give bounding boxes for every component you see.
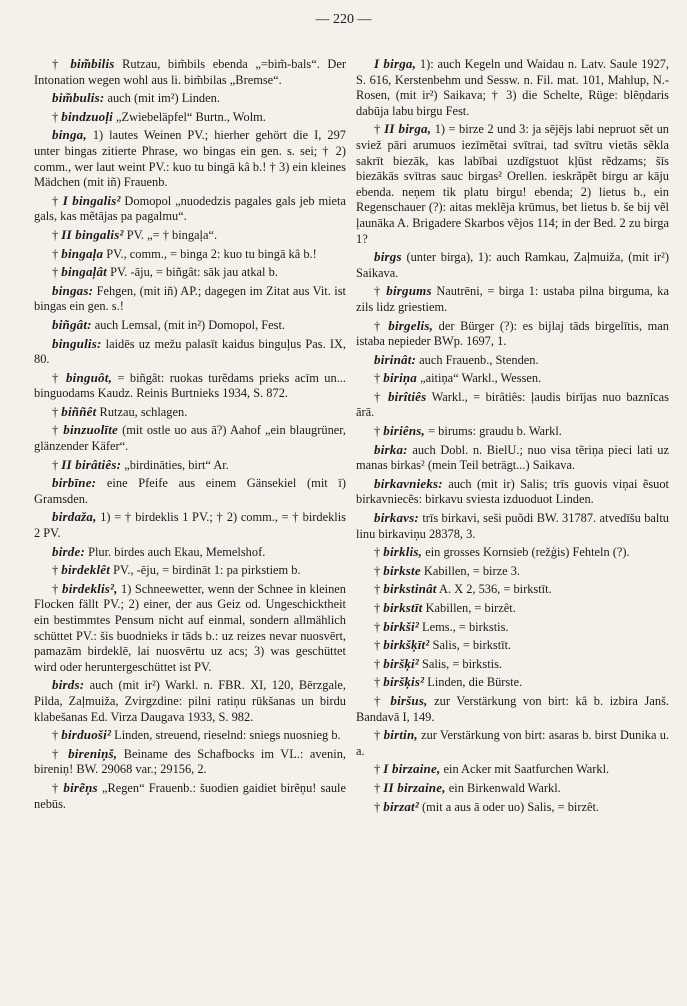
entry-definition: trīs birkavi, seši puõdi BW. 31787. atvedīšu baltu linu birkaviņu 28378, 3. <box>356 511 669 541</box>
dictionary-entry <box>34 90 346 107</box>
entry-headword: birzat² <box>383 798 419 814</box>
entry-headword: birdeklis², <box>62 580 118 596</box>
dictionary-entry <box>356 693 669 725</box>
dagger-mark: † <box>52 423 64 438</box>
entry-headword: birtin, <box>383 727 418 743</box>
dictionary-entry <box>356 544 669 561</box>
entry-headword: birde: <box>52 543 85 559</box>
dictionary-entry <box>34 283 346 315</box>
dictionary-entry <box>34 727 346 744</box>
dagger-mark: † <box>374 563 384 578</box>
dictionary-entry <box>356 761 669 778</box>
entry-definition: „Zwiebeläpfel“ Burtn., Wolm. <box>112 109 266 124</box>
entry-definition: „birdināties, birt“ Ar. <box>121 457 229 472</box>
entry-headword: birkšķīt² <box>383 637 430 653</box>
dagger-mark: † <box>374 675 384 690</box>
dictionary-entry <box>34 336 346 368</box>
entry-headword: biršķis² <box>383 674 425 690</box>
entry-definition: Domopol „nuodedzis pagales gals jeb mieta gals, kas mẽtājas pa pagalmu“. <box>34 193 346 224</box>
dagger-mark: † <box>374 371 384 386</box>
dictionary-entry <box>356 619 669 636</box>
dagger-mark: † <box>374 638 384 653</box>
entry-definition: auch Frauenb., Stenden. <box>416 352 539 367</box>
dictionary-entry <box>34 509 346 541</box>
dictionary-entry <box>34 475 346 507</box>
dagger-mark: † <box>374 318 389 333</box>
entry-headword: binga, <box>52 127 87 143</box>
entry-headword: binguôt, <box>65 369 113 385</box>
dagger-mark: † <box>374 601 384 615</box>
entry-headword: birinât: <box>374 351 417 367</box>
entry-definition: Rutzau, schlagen. <box>96 404 188 419</box>
dagger-mark: † <box>374 762 384 777</box>
entry-definition: PV. „= † bingaļa“. <box>123 227 218 242</box>
entry-definition: „aitiņa“ Warkl., Wessen. <box>417 371 542 386</box>
entry-definition: auch Lemsal, (mit in²) Domopol, Fest. <box>91 317 286 332</box>
entry-definition: 1) Schneewetter, wenn der Schnee in kleinen Flocken fällt PV.; 2) einer, der aus Geiz od. Ungeschicktheit ein bestimmtes Pensum nicht auf einmal, sondern allmählich schüttet PV.: šis buodnieks ir tāds b.: uz reizes nevar nuosvērt, pamazām birdeklē, lai nuosvērtu uz acs; 3) was geschüttet wird oder heruntergeschüttet ist PV. <box>34 581 346 674</box>
entry-definition: 1) = † birdeklis 1 PV.; † 2) comm., = † birdeklis 2 PV. <box>34 510 346 541</box>
entry-headword: birkši² <box>383 618 419 634</box>
dictionary-entry <box>34 109 346 126</box>
entry-headword: II bingalis² <box>61 226 124 242</box>
dagger-mark: † <box>374 619 384 634</box>
entry-definition: Fehgen, (mit iñ) AP.; dagegen im Zitat aus Vit. ist bingas ein gen. s.! <box>34 283 346 314</box>
dagger-mark: † <box>52 581 63 596</box>
dictionary-entry <box>34 246 346 263</box>
dictionary-entry <box>356 637 669 654</box>
dictionary-entry <box>34 56 346 88</box>
dictionary-entry <box>34 544 346 561</box>
dagger-mark: † <box>52 246 62 261</box>
entry-headword: birdeklêt <box>61 562 111 578</box>
right-column <box>356 56 669 1000</box>
entry-definition: ein Acker mit Saatfurchen Warkl. <box>440 762 610 777</box>
entry-headword: biriêns, <box>383 423 425 439</box>
entry-definition: „Regen“ Frauenb.: šuodien gaidiet birẽņu! saule nebūs. <box>34 780 346 811</box>
dagger-mark: † <box>52 57 71 71</box>
entry-headword: I bingalis² <box>62 192 121 208</box>
entry-headword: bingas: <box>52 282 94 298</box>
entry-definition: ein grosses Kornsieb (režģis) Fehteln (?). <box>422 545 630 560</box>
dictionary-entry <box>356 56 669 119</box>
dagger-mark: † <box>52 193 63 208</box>
dagger-mark: † <box>52 457 62 472</box>
entry-definition: auch Dobl. n. BielU.; nuo visa tẽriņa pieci lati uz manas birkas² (mein Teil beträgt...) Saikava. <box>356 442 669 473</box>
entry-definition: 1) = birze 2 und 3: ja sējējs labi nepruot sẽt un sviež pāri arumuos iezīmẽtai svītrai, tad svītru vietās sẽkla sakrīt biezāk, kas labībai uzdīgstuot kļūst rẽdzams; šīs biezākās svītras sauc birgas² Orellen. ieskrãpẽt birgu ar kāju ebenda. neņem tik platu birgu! ebenda; 2) lietus b., ein Regenschauer (?): aitas meklẽja krūmus, bet lietus b. še bij vẽl ļaunāka A. Brigadere Skarbos vẽjos 114; in der Bed. 2 zu birga 1? <box>356 122 669 246</box>
entry-definition: (mit ostle uo aus ā?) Aahof „ein blaugrüner, glänzender Käfer“. <box>34 423 346 454</box>
dictionary-entry <box>356 283 669 315</box>
entry-headword: birka: <box>374 441 408 457</box>
entry-headword: birklis, <box>383 544 423 560</box>
dagger-mark: † <box>52 728 62 743</box>
entry-headword: birkstinât <box>383 581 437 597</box>
entry-headword: birkstīt <box>383 600 423 615</box>
entry-definition: 1): auch Kegeln und Waidau n. Latv. Saule 1927, S. 616, Kerstenbehm und Sessw. n. Fil. mat. 101, Mahlup, N.-Rosen, (mit ir²) Saikava; † 3) die Schelte, Rüge: blẽņdaris dabūja labu birgu Fest. <box>356 57 669 118</box>
entry-headword: binzuolīte <box>63 422 119 438</box>
dagger-mark: † <box>374 424 384 439</box>
dictionary-entry <box>356 510 669 542</box>
dictionary-entry <box>356 389 669 421</box>
dagger-mark: † <box>374 582 384 597</box>
entry-headword: bingaļât <box>61 264 107 280</box>
dictionary-entry <box>356 581 669 598</box>
dictionary-entry <box>34 581 346 676</box>
entry-headword: biñgât: <box>52 316 92 332</box>
entry-headword: birgs <box>374 249 402 265</box>
dictionary-entry <box>34 264 346 281</box>
dictionary-entry <box>34 746 346 778</box>
left-column <box>34 56 346 1000</box>
dagger-mark: † <box>52 370 66 385</box>
dagger-mark: † <box>374 389 388 404</box>
entry-headword: bingaļa <box>61 245 104 261</box>
entry-definition: auch (mit im²) Linden. <box>104 91 220 106</box>
dictionary-entry <box>34 227 346 244</box>
entry-definition: auch (mit ir²) Warkl. n. FBR. XI, 120, Bērzgale, Pilda, Zaļmuiža, Zvirgzdine: pilni ratiņu rūkšanas un birdu klabešanas Ed. Virza Daugava 1933, S. 982. <box>34 678 346 724</box>
dagger-mark: † <box>52 227 62 242</box>
dictionary-entry <box>34 127 346 190</box>
entry-headword: birgelis, <box>388 317 434 333</box>
entry-headword: I birga, <box>374 56 417 71</box>
entry-headword: biršus, <box>390 692 428 708</box>
entry-definition: laidēs uz mežu palasīt kaidus binguļus Pas. IX, 80. <box>34 336 346 367</box>
dagger-mark: † <box>374 656 384 671</box>
dictionary-entry <box>356 442 669 474</box>
dictionary-entry <box>34 780 346 812</box>
dictionary-entry <box>356 563 669 580</box>
dictionary-entry <box>34 677 346 725</box>
dictionary-entry <box>356 121 669 247</box>
entry-headword: I birzaine, <box>383 761 441 777</box>
entry-definition: Lems., = birkstis. <box>418 619 509 634</box>
dictionary-entry <box>34 317 346 334</box>
entry-headword: bim̃bilis <box>70 56 115 71</box>
dagger-mark: † <box>52 404 62 419</box>
entry-definition: Linden, die Bürste. <box>424 675 523 690</box>
dagger-mark: † <box>374 284 387 299</box>
entry-definition: Salis, = birkstis. <box>418 656 502 671</box>
entry-definition: zur Verstärkung von birt: kâ b. izbira Janš. Bandavā I, 149. <box>356 693 669 724</box>
entry-headword: II birâtiês: <box>61 456 122 472</box>
dictionary-entry <box>356 780 669 797</box>
dagger-mark: † <box>52 563 62 578</box>
dagger-mark: † <box>52 780 64 795</box>
entry-headword: birkavnieks: <box>374 475 443 491</box>
dagger-mark: † <box>374 728 384 743</box>
dictionary-entry <box>34 457 346 474</box>
entry-headword: biršķi² <box>383 655 419 671</box>
entry-definition: zur Verstärkung von birt: asaras b. birst Dunika u. a. <box>356 728 669 758</box>
dictionary-entry <box>356 656 669 673</box>
entry-definition: = biñgât: ruokas turẽdams prieks acīm un... binguodams Kaudz. Reinis Burtnieks 1934, S. 872. <box>34 370 346 401</box>
entry-headword: biññêt <box>61 403 97 419</box>
entry-headword: birdaža, <box>52 509 97 525</box>
entry-definition: Rutzau, bim̃bils ebenda „=bim̃-bals“. Der Intonation wegen wohl aus li. bim̃bilas „Bremse“. <box>34 57 346 87</box>
entry-definition: Nautrēni, = birga 1: ustaba pilna birguma, ka zils lidz griestiem. <box>356 284 669 314</box>
entry-headword: bireniņš, <box>68 745 118 761</box>
dictionary-entry <box>356 423 669 440</box>
dagger-mark: † <box>52 109 62 124</box>
entry-definition: eine Pfeife aus einem Gänsekiel (mit ī) Gramsden. <box>34 476 346 506</box>
entry-headword: biriņa <box>383 370 418 386</box>
entry-headword: bingulis: <box>52 335 102 351</box>
dictionary-entry <box>34 193 346 225</box>
dictionary-entry <box>356 674 669 691</box>
dictionary-entry <box>356 727 669 759</box>
entry-headword: II birzaine, <box>383 779 446 795</box>
entry-headword: bindzuoļi <box>61 108 113 124</box>
entry-headword: birds: <box>52 677 85 693</box>
dictionary-entry <box>356 318 669 350</box>
entry-definition: (unter birga), 1): auch Ramkau, Zaļmuiža, (mit ir²) Saikava. <box>356 250 669 280</box>
entry-headword: birgums <box>386 283 432 299</box>
dagger-mark: † <box>374 693 391 708</box>
page-number: — 220 — <box>315 12 372 27</box>
entry-definition: Warkl., = birâtiês: ļaudis birījas nuo baznīcas ārā. <box>356 389 669 420</box>
entry-definition: Salis, = birkstīt. <box>429 638 512 653</box>
entry-headword: birbīne: <box>52 475 97 491</box>
dictionary-entry <box>34 370 346 402</box>
entry-definition: PV., -ēju, = birdināt 1: pa pirkstiem b. <box>110 563 301 578</box>
entry-definition: ein Birkenwald Warkl. <box>445 780 561 795</box>
dagger-mark: † <box>52 265 62 280</box>
dagger-mark: † <box>374 122 385 137</box>
dagger-mark: † <box>374 799 384 814</box>
entry-headword: birduoši² <box>61 727 112 743</box>
dictionary-entry <box>34 562 346 579</box>
entry-definition: Kabillen, = birzêt. <box>422 601 516 615</box>
dictionary-entry <box>356 352 669 369</box>
dagger-mark: † <box>374 780 384 795</box>
entry-definition: PV., comm., = binga 2: kuo tu bingā kâ b.! <box>103 246 317 261</box>
entry-headword: birkste <box>383 562 421 578</box>
entry-definition: (mit a aus ā oder uo) Salis, = birzêt. <box>418 799 600 814</box>
dictionary-entry <box>356 476 669 508</box>
dictionary-entry <box>356 370 669 387</box>
entry-definition: Linden, streuend, rieselnd: sniegs nuosnieg b. <box>111 728 341 743</box>
entry-headword: II birga, <box>384 121 432 137</box>
entry-definition: PV. -āju, = biñgât: sāk jau atkal b. <box>106 265 278 280</box>
entry-definition: Beiname des Schafbocks im VL.: avenin, bireniņ! BW. 29068 var.; 29156, 2. <box>34 746 346 777</box>
entry-definition: Plur. birdes auch Ekau, Memelshof. <box>84 544 266 559</box>
dagger-mark: † <box>374 545 384 560</box>
entry-definition: 1) lautes Weinen PV.; hierher gehört die I, 297 unter bingas zitierte Phrase, wo bingas ein gen. s. sei; † 2) comm., wer laut weint PV.: kuo tu bingā kâ b.! † 3) ein kleines Mädchen (mit iñ) Frauenb. <box>34 128 346 190</box>
entry-definition: = birums: graudu b. Warkl. <box>425 424 562 439</box>
dictionary-entry <box>34 422 346 454</box>
entry-definition: auch (mit ir) Salis; trīs guovis viņai ẽsuot birkavniecẽs: birkavu sviesta izduoduot Linden. <box>356 476 669 507</box>
entry-headword: birkavs: <box>374 510 419 526</box>
entry-definition: A. X 2, 536, = birkstīt. <box>436 582 552 597</box>
entry-headword: bim̃bulis: <box>52 90 105 106</box>
dictionary-entry <box>356 799 669 816</box>
entry-definition: der Bürger (?): es bijlaj tāds birgelītis, man istaba nepieder BWp. 1697, 1. <box>356 318 669 349</box>
dagger-mark: † <box>52 746 69 761</box>
entry-headword: birẽņs <box>63 779 98 795</box>
entry-headword: birîtiês <box>387 388 427 404</box>
dictionary-entry <box>356 249 669 281</box>
dictionary-entry <box>356 600 669 617</box>
dictionary-entry <box>34 404 346 421</box>
entry-definition: Kabillen, = birze 3. <box>420 563 521 578</box>
